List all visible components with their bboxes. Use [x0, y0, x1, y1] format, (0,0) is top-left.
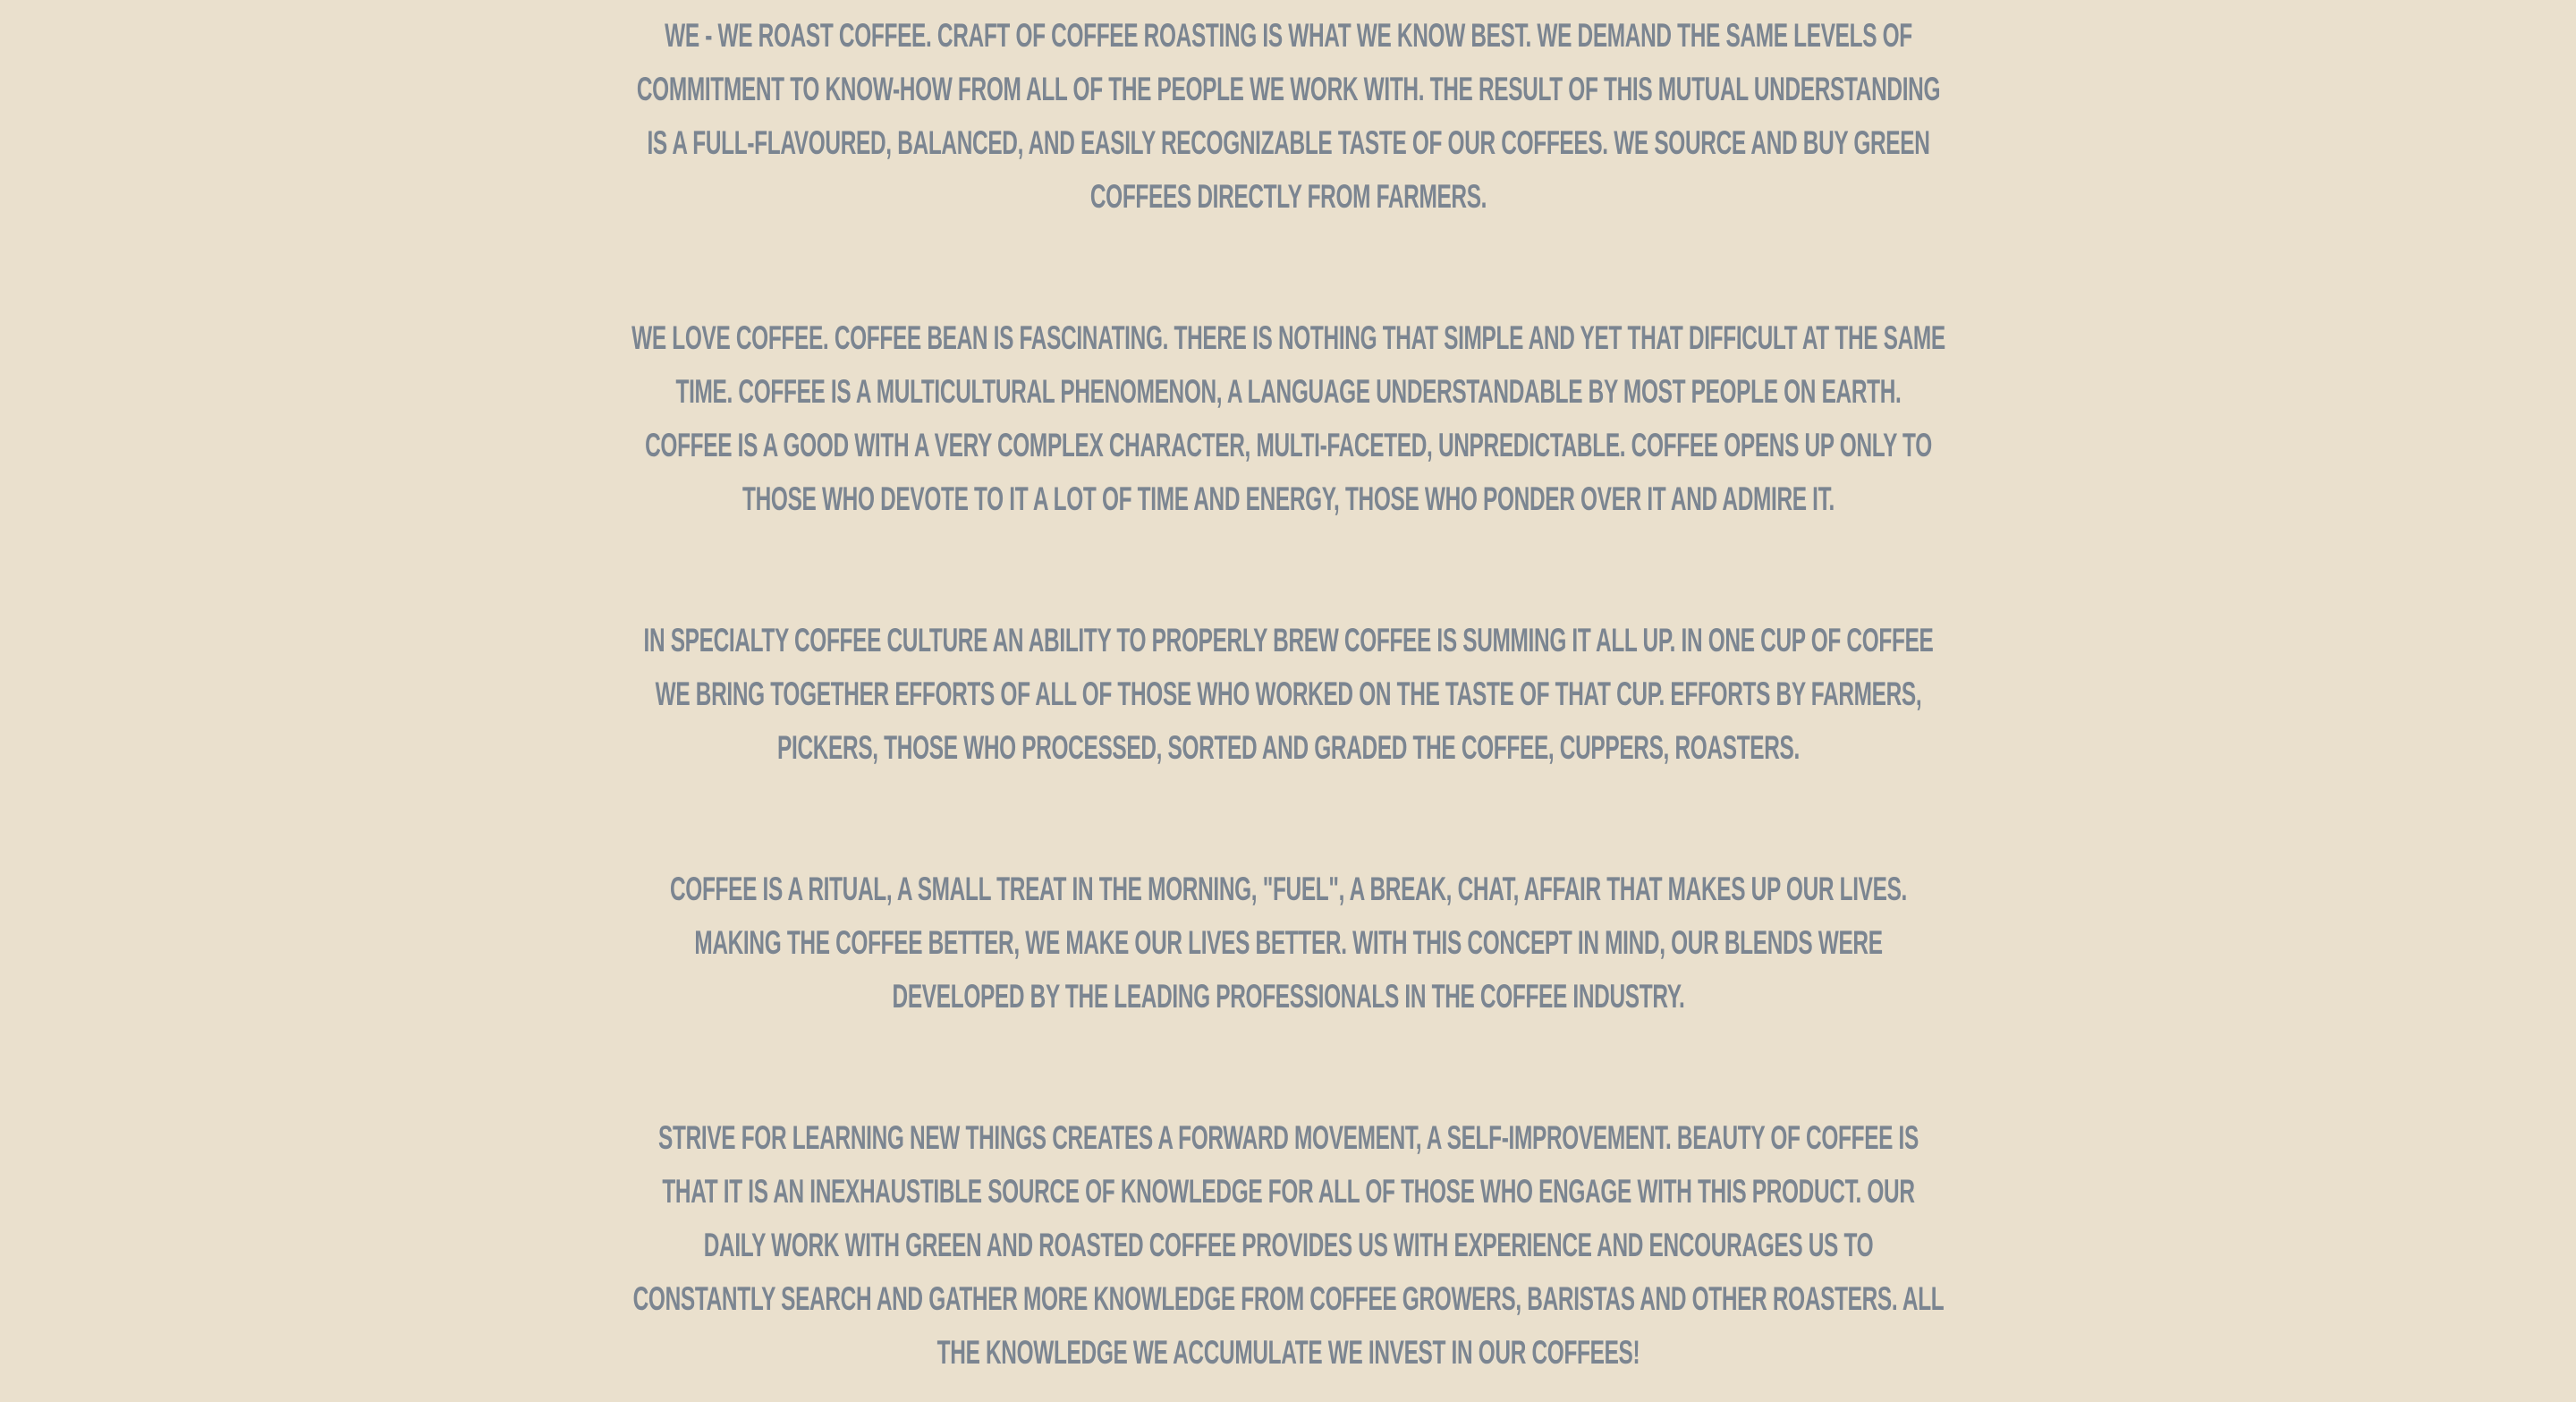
about-text-section	[631, 9, 1945, 1380]
paragraph-roasting: WE - WE ROAST COFFEE. CRAFT OF COFFEE ROASTING IS WHAT WE KNOW BEST. WE DEMAND THE SAME LEVELS OF COMMITMENT TO KNOW-HOW FROM ALL OF THE PEOPLE WE WORK WITH. THE RESULT OF THIS MUTUAL UNDERSTANDING IS A FULL-FLAVOURED, BALANCED, AND EASILY RECOGNIZABLE TASTE OF OUR COFFEES. WE SOURCE AND BUY GREEN COFFEES DIRECTLY FROM FARMERS.	[636, 17, 1941, 215]
paragraph-love-coffee: WE LOVE COFFEE. COFFEE BEAN IS FASCINATING. THERE IS NOTHING THAT SIMPLE AND YET THAT DIFFICULT AT THE SAME TIME. COFFEE IS A MULTICULTURAL PHENOMENON, A LANGUAGE UNDERSTANDABLE BY MOST PEOPLE ON EARTH. COFFEE IS A GOOD WITH A VERY COMPLEX CHARACTER, MULTI-FACETED, UNPREDICTABLE. COFFEE OPENS UP ONLY TO THOSE WHO DEVOTE TO IT A LOT OF TIME AND ENERGY, THOSE WHO PONDER OVER IT AND ADMIRE IT.	[631, 319, 1945, 517]
paragraph-specialty-culture: IN SPECIALTY COFFEE CULTURE AN ABILITY TO PROPERLY BREW COFFEE IS SUMMING IT ALL UP. IN ONE CUP OF COFFEE WE BRING TOGETHER EFFORTS OF ALL OF THOSE WHO WORKED ON THE TASTE OF THAT CUP. EFFORTS BY FARMERS, PICKERS, THOSE WHO PROCESSED, SORTED AND GRADED THE COFFEE, CUPPERS, ROASTERS.	[643, 622, 1934, 766]
paragraph-learning: STRIVE FOR LEARNING NEW THINGS CREATES A FORWARD MOVEMENT, A SELF-IMPROVEMENT. BEAUTY OF COFFEE IS THAT IT IS AN INEXHAUSTIBLE SOURCE OF KNOWLEDGE FOR ALL OF THOSE WHO ENGAGE WITH THIS PRODUCT. OUR DAILY WORK WITH GREEN AND ROASTED COFFEE PROVIDES US WITH EXPERIENCE AND ENCOURAGES US TO CONSTANTLY SEARCH AND GATHER MORE KNOWLEDGE FROM COFFEE GROWERS, BARISTAS AND OTHER ROASTERS. ALL THE KNOWLEDGE WE ACCUMULATE WE INVEST IN OUR COFFEES!	[632, 1119, 1945, 1371]
paragraph-ritual: COFFEE IS A RITUAL, A SMALL TREAT IN THE MORNING, "FUEL", A BREAK, CHAT, AFFAIR THAT MAKES UP OUR LIVES. MAKING THE COFFEE BETTER, WE MAKE OUR LIVES BETTER. WITH THIS CONCEPT IN MIND, OUR BLENDS WERE DEVELOPED BY THE LEADING PROFESSIONALS IN THE COFFEE INDUSTRY.	[669, 871, 1908, 1015]
